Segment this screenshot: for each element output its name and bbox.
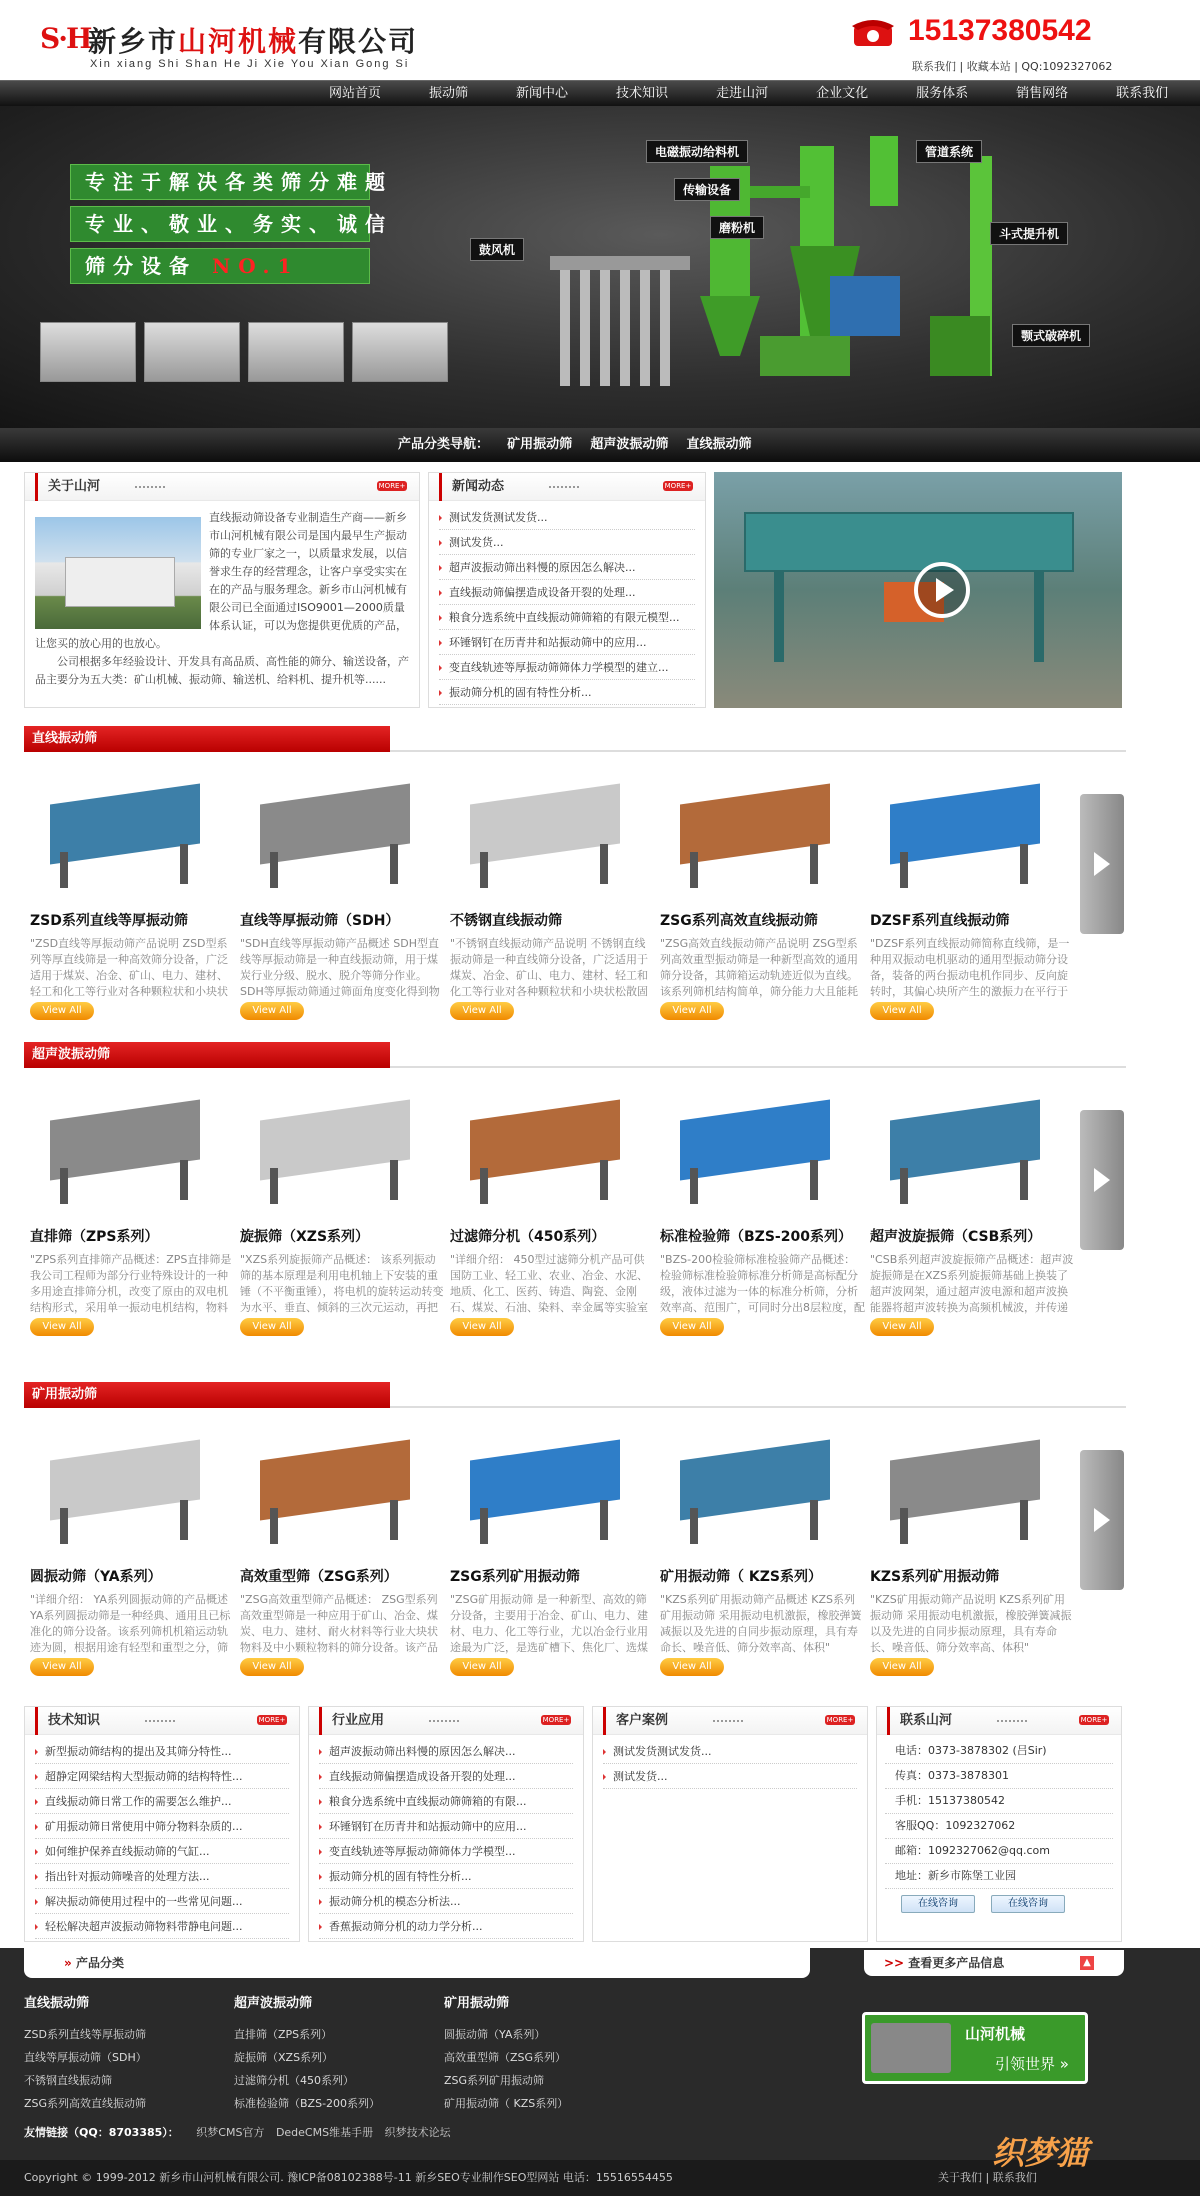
cases-list [593,1735,867,1793]
contact-address: 地址：新乡市陈堡工业园 [885,1864,1113,1889]
news-box [428,472,706,708]
company-logo[interactable] [40,20,440,74]
industry-title: 行业应用 [319,1707,384,1735]
friend-link[interactable]: 织梦技术论坛 [384,2126,451,2139]
product-card[interactable] [870,764,1075,1020]
dots-decoration [713,1720,743,1722]
logo-mark: S·H [40,22,91,55]
product-description: "SDH直线等厚振动筛产品概述 SDH型直线等厚振动筛是一种直线振动筛，用于煤炭行业分级、脱水、脱介等筛分作业。SDH等厚振动筛通过筛面角度变化得到物 [240,937,440,998]
news-item[interactable]: 环锤钢钉在历青井和站振动筛中的应用... [439,630,695,655]
tech-item[interactable]: 新型振动筛结构的提出及其筛分特性... [35,1739,289,1764]
product-image[interactable] [240,1080,438,1218]
footer-link[interactable]: 圆振动筛（YA系列） [444,2028,546,2041]
banner-thumbnail[interactable] [40,322,136,382]
tech-item[interactable]: 轻松解决超声波振动筛物料带静电问题... [35,1914,289,1939]
industry-item[interactable]: 粮食分选系统中直线振动筛筛箱的有限... [319,1789,573,1814]
industry-list [309,1735,583,1943]
product-card[interactable] [30,764,235,1020]
next-arrow-icon[interactable] [1080,1110,1124,1250]
more-button[interactable]: MORE+ [378,482,406,490]
product-description: "ZSG高效直线振动筛产品说明 ZSG型系列高效重型振动筛是一种新型高效的通用筛分设备，其筛箱运动轨迹近似为直线。该系列筛机结构简单，筛分能力大且能耗 [660,937,858,998]
footer-tab[interactable]: » 产品分类 [64,1956,124,1970]
dots-decoration [997,1720,1027,1722]
product-name[interactable]: ZSD系列直线等厚振动筛 [30,913,188,929]
next-arrow-icon[interactable] [1080,1450,1124,1590]
industry-item[interactable]: 直线振动筛偏摆造成设备开裂的处理... [319,1764,573,1789]
view-all-button[interactable]: View All [450,1658,514,1676]
product-description: "KZS系列矿用振动筛产品概述 KZS系列矿用振动筛 采用振动电机激振，橡胶弹簧减振以及先进的自同步振动原理，具有寿命长、噪音低、筛分效率高、体积" [660,1593,862,1654]
friend-links [24,2124,459,2140]
nav-item-sales[interactable]: 销售网络 [1016,86,1069,101]
product-name[interactable]: KZS系列矿用振动筛 [870,1569,1000,1585]
callout-label: 鼓风机 [470,238,524,261]
tech-item[interactable]: 矿用振动筛日常使用中筛分物料杂质的... [35,1814,289,1839]
more-products-link[interactable]: >> 查看更多产品信息 ▲ [864,1950,1124,1976]
product-card[interactable] [30,1420,235,1676]
footer-link[interactable]: 高效重型筛（ZSG系列） [444,2051,567,2064]
online-consult-button[interactable]: 在线咨询 [901,1895,975,1913]
section-header: 矿用振动筛 [24,1382,1126,1408]
tech-item[interactable]: 超静定网梁结构大型振动筛的结构特性... [35,1764,289,1789]
footer-link[interactable]: 直线等厚振动筛（SDH） [24,2051,147,2064]
product-image[interactable] [30,1080,228,1218]
world-map-icon [871,2023,951,2073]
section-header: 超声波振动筛 [24,1042,1126,1068]
product-image[interactable] [240,764,438,902]
guide-title: 山河机械 [965,2025,1026,2043]
nav-item-contact[interactable]: 联系我们 [1116,86,1169,101]
more-button[interactable]: MORE+ [664,482,692,490]
category-link[interactable]: 超声波振动筛 [590,437,669,452]
nav-item-tech[interactable]: 技术知识 [616,86,669,101]
product-card[interactable] [450,764,655,1020]
view-all-button[interactable]: View All [450,1318,514,1336]
view-all-button[interactable]: View All [240,1658,304,1676]
view-all-button[interactable]: View All [240,1318,304,1336]
category-link[interactable]: 直线振动筛 [686,437,752,452]
industry-item[interactable]: 变直线轨迹等厚振动筛筛体力学模型... [319,1839,573,1864]
product-name[interactable]: ZSG系列矿用振动筛 [450,1569,580,1585]
category-nav [0,428,1200,462]
phone-icon [848,14,898,50]
product-name[interactable]: 旋振筛（XZS系列） [240,1229,370,1245]
product-image[interactable] [870,1080,1068,1218]
news-item[interactable]: 粮食分选系统中直线振动筛筛箱的有限元模型... [439,605,695,630]
tech-list [25,1735,299,1943]
footer-link[interactable]: ZSD系列直线等厚振动筛 [24,2028,146,2041]
footer-column-title: 直线振动筛 [24,1996,90,2011]
product-image[interactable] [30,764,228,902]
callout-label: 电磁振动给料机 [646,140,748,163]
tech-title: 技术知识 [35,1707,100,1735]
product-image[interactable] [870,764,1068,902]
product-description: "详细介绍： YA系列圆振动筛的产品概述 YA系列圆振动筛是一种经典、通用且已标准化的筛分设备。该系列筛机机箱运动轨迹为圆，根据用途有轻型和重型之分，筛 [30,1593,231,1654]
footer-column [444,1992,568,2115]
industry-item[interactable]: 振动筛分机的固有特性分析... [319,1864,573,1889]
product-description: "详细介绍： 450型过滤筛分机产品可供国防工业、轻工业、农业、冶金、水泥、地质、化工、医药、铸造、陶瓷、金刚石、煤炭、石油、染料、幸金属等实验室 [450,1253,648,1314]
nav-item-screens[interactable]: 振动筛 [429,86,469,101]
video-player[interactable] [714,472,1122,708]
banner-thumbnail[interactable] [352,322,448,382]
logo-pinyin: Xin xiang Shi Shan He Ji Xie You Xian Gong Si [90,58,410,70]
main-nav [0,80,1200,106]
product-description: "CSB系列超声波旋振筛产品概述：超声波旋振筛是在XZS系列旋振筛基础上换装了超声波网架，通过超声波电源和超声波换能器将超声波转换为高频机械波，并传递 [870,1253,1074,1314]
footer-link[interactable]: ZSG系列矿用振动筛 [444,2074,545,2087]
product-card[interactable] [240,764,445,1020]
guide-subtitle: 引领世界 » [995,2055,1069,2073]
about-text: 直线振动筛设备专业制造生产商——新乡市山河机械有限公司是国内最早生产振动筛的专业厂家之一，以质量求发展，以信誉求生存的经营理念，让客户享受实实在在的产品与服务理念。新乡市山河机械有限公司已全面通过ISO9001—2000质量体系认证，可以为您提供更优质的产品，让您买的放心用的也放心。 [35,511,407,650]
case-item[interactable]: 测试发货测试发货... [603,1739,857,1764]
product-image[interactable] [450,1420,648,1558]
product-name[interactable]: 过滤筛分机（450系列） [450,1229,606,1245]
category-nav-label: 产品分类导航： [398,437,490,452]
news-item[interactable]: 振动筛分机的固有特性分析... [439,680,695,705]
industry-item[interactable]: 香蕉振动筛分机的动力学分析... [319,1914,573,1939]
industry-item[interactable]: 超声波振动筛出料慢的原因怎么解决... [319,1739,573,1764]
product-image[interactable] [30,1420,228,1558]
product-description: "KZS矿用振动筛产品说明 KZS系列矿用振动筛 采用振动电机激振，橡胶弹簧减振以及先进的自同步振动原理，具有寿命长、噪音低、筛分效率高、体积" [870,1593,1072,1654]
product-card[interactable] [660,1080,865,1336]
product-card[interactable] [660,1420,865,1676]
product-description: "不锈钢直线振动筛产品说明 不锈钢直线振动筛是一种直线筛分设备，广泛适用于煤炭、冶金、矿山、电力、建材、轻工和化工等行业对各种颗粒状和小块状松散固 [450,937,648,998]
news-item[interactable]: 直线振动筛偏摆造成设备开裂的处理... [439,580,695,605]
product-description: "ZPS系列直排筛产品概述：ZPS直排筛是我公司工程师为部分行业特殊设计的一种多用途直排筛分机，改变了原由的双电机结构形式，采用单一振动电机结构，物料 [30,1253,232,1314]
contact-qq: 客服QQ：1092327062 [885,1814,1113,1839]
logo-text: 新乡市山河机械有限公司 [88,25,419,58]
banner-slogan: 筛分设备 NO.1 [70,248,370,284]
hero-banner[interactable] [0,106,1200,428]
product-name[interactable]: ZSG系列高效直线振动筛 [660,913,818,929]
news-list [429,501,705,709]
product-card[interactable] [450,1080,655,1336]
view-all-button[interactable]: View All [660,1658,724,1676]
product-image[interactable] [870,1420,1068,1558]
dots-decoration [145,1720,175,1722]
view-all-button[interactable]: View All [660,1318,724,1336]
more-button[interactable]: MORE+ [542,1716,570,1724]
view-all-button[interactable]: View All [870,1318,934,1336]
product-image[interactable] [240,1420,438,1558]
footer-link[interactable]: 过滤筛分机（450系列） [234,2074,354,2087]
footer-tab-bar [24,1948,810,1978]
copyright-text: Copyright © 1999-2012 新乡市山河机械有限公司. 豫ICP备08102388号-11 新乡SEO专业制作SEO型网站 电话：15516554455 [24,2171,673,2184]
dots-decoration [135,486,165,488]
play-icon[interactable] [914,562,970,618]
more-button[interactable]: MORE+ [1080,1716,1108,1724]
news-item[interactable]: 超声波振动筛出料慢的原因怎么解决... [439,555,695,580]
about-box [24,472,420,708]
nav-item-about[interactable]: 走进山河 [716,86,769,101]
product-name[interactable]: 矿用振动筛（ KZS系列） [660,1569,822,1585]
tech-item[interactable]: 解决振动筛使用过程中的一些常见问题... [35,1889,289,1914]
company-building-photo [35,517,201,629]
product-card[interactable] [450,1420,655,1676]
product-description: "ZSG矿用振动筛 是一种新型、高效的筛分设备，主要用于冶金、矿山、电力、建材、电力、化工等行业，尤以冶金行业用途最为广泛，是选矿槽下、焦化厂、选煤 [450,1593,648,1654]
equipment-illustration [500,126,1100,416]
watermark-logo: 织梦猫 [992,2134,1089,2172]
product-name[interactable]: 高效重型筛（ZSG系列） [240,1569,398,1585]
product-description: "XZS系列旋振筛产品概述： 该系列振动筛的基本原理是利用电机轴上下安装的重锤（不平衡重锤），将电机的旋转运动转变为水平、垂直、倾斜的三次元运动，再把 [240,1253,444,1314]
next-arrow-icon[interactable] [1080,794,1124,934]
product-name[interactable]: 直线等厚振动筛（SDH） [240,913,400,929]
tech-item[interactable]: 指出针对振动筛噪音的处理方法... [35,1864,289,1889]
product-description: "ZSD直线等厚振动筛产品说明 ZSD型系列等厚直线筛是一种高效筛分设备，广泛适用于煤炭、冶金、矿山、电力、建材、轻工和化工等行业对各种颗粒状和小块状 [30,937,228,998]
tech-item[interactable]: 直线振动筛日常工作的需要怎么维护... [35,1789,289,1814]
view-all-button[interactable]: View All [660,1002,724,1020]
news-item[interactable]: 测试发货测试发货... [439,505,695,530]
arrow-icon: » [64,1956,76,1970]
product-name[interactable]: 标准检验筛（BZS-200系列） [660,1229,852,1245]
product-image[interactable] [660,1420,858,1558]
news-item[interactable]: 测试发货... [439,530,695,555]
about-body [25,501,419,701]
banner-thumbnail[interactable] [248,322,344,382]
banner-slogan: 专业、敬业、务实、诚信 [70,206,370,242]
online-consult-button[interactable]: 在线咨询 [991,1895,1065,1913]
footer-link[interactable]: 旋振筛（XZS系列） [234,2051,334,2064]
product-card[interactable] [870,1420,1075,1676]
contact-box [876,1706,1122,1942]
footer-column-title: 超声波振动筛 [234,1996,313,2011]
company-guide-banner[interactable] [862,2012,1088,2084]
product-card[interactable] [240,1080,445,1336]
dots-decoration [429,1720,459,1722]
product-card[interactable] [660,764,865,1020]
contact-fax: 传真：0373-3878301 [885,1764,1113,1789]
arrow-icon: >> [884,1956,909,1970]
product-name[interactable]: 直排筛（ZPS系列） [30,1229,159,1245]
friend-link[interactable]: DedeCMS维基手册 [275,2126,374,2139]
view-all-button[interactable]: View All [30,1002,94,1020]
dots-decoration [549,486,579,488]
more-button[interactable]: MORE+ [258,1716,286,1724]
callout-label: 斗式提升机 [990,222,1068,245]
section-header: 直线振动筛 [24,726,1126,752]
view-all-button[interactable]: View All [870,1658,934,1676]
callout-label: 磨粉机 [710,216,764,239]
product-name[interactable]: 圆振动筛（YA系列） [30,1569,162,1585]
hotline-number: 15137380542 [908,14,1092,47]
about-title: 关于山河 [35,473,100,501]
banner-thumbnail[interactable] [144,322,240,382]
product-image[interactable] [450,764,648,902]
product-name[interactable]: 超声波旋振筛（CSB系列） [870,1229,1042,1245]
contact-phone: 电话：0373-3878302 (吕Sir) [885,1739,1113,1764]
callout-label: 传输设备 [674,178,740,201]
product-description: "BZS-200检验筛标准检验筛产品概述：检验筛标准检验筛标准分析筛是高标配分级，液体过滤为一体的标准分析筛，分析效率高、范围广，可同时分出8层粒度，配 [660,1253,865,1314]
more-button[interactable]: MORE+ [826,1716,854,1724]
product-name[interactable]: 不锈钢直线振动筛 [450,913,562,929]
category-link[interactable]: 矿用振动筛 [507,437,573,452]
footer-link[interactable]: 标准检验筛（BZS-200系列） [234,2097,381,2110]
cases-title: 客户案例 [603,1707,668,1735]
up-arrow-icon[interactable]: ▲ [1080,1956,1094,1970]
footer-link[interactable]: 直排筛（ZPS系列） [234,2028,333,2041]
view-all-button[interactable]: View All [30,1658,94,1676]
industry-item[interactable]: 环锤钢钉在历青井和站振动筛中的应用... [319,1814,573,1839]
case-item[interactable]: 测试发货... [603,1764,857,1789]
nav-item-home[interactable]: 网站首页 [329,86,382,101]
callout-label: 颚式破碎机 [1012,324,1090,347]
product-description: "ZSG高效重型筛产品概述： ZSG型系列高效重型筛是一种应用于矿山、冶金、煤炭、电力、建材、耐火材料等行业大块状物料及中小颗粒物料的筛分设备。该产品 [240,1593,438,1654]
news-title: 新闻动态 [439,473,504,501]
top-links[interactable]: 联系我们 | 收藏本站 | QQ:1092327062 [912,60,1113,73]
footer-column [24,1992,147,2115]
product-card[interactable] [870,1080,1075,1336]
nav-item-service[interactable]: 服务体系 [916,86,969,101]
product-image[interactable] [660,1080,858,1218]
product-card[interactable] [240,1420,445,1676]
about-text: 公司根据多年经验设计、开发具有高品质、高性能的筛分、输送设备，产品主要分为五大类：矿山机械、振动筛、输送机、给料机、提升机等...... [35,655,409,686]
footer-link[interactable]: ZSG系列高效直线振动筛 [24,2097,147,2110]
bottom-links[interactable]: 关于我们 | 联系我们 [938,2171,1037,2184]
contact-title: 联系山河 [887,1707,952,1735]
footer-link[interactable]: 矿用振动筛（ KZS系列） [444,2097,569,2110]
nav-item-culture[interactable]: 企业文化 [816,86,869,101]
view-all-button[interactable]: View All [450,1002,514,1020]
view-all-button[interactable]: View All [870,1002,934,1020]
product-name[interactable]: DZSF系列直线振动筛 [870,913,1010,929]
contact-mobile: 手机：15137380542 [885,1789,1113,1814]
footer-column [234,1992,380,2115]
site-header [0,0,1200,80]
product-image[interactable] [450,1080,648,1218]
footer-column-title: 矿用振动筛 [444,1996,510,2011]
friend-link[interactable]: 织梦CMS官方 [196,2126,265,2139]
view-all-button[interactable]: View All [30,1318,94,1336]
product-image[interactable] [660,764,858,902]
product-description: "DZSF系列直线振动筛简称直线筛，是一种用双振动电机驱动的通用型振动筛分设备，装备的两台振动电机作同步、反向旋转时，其偏心块所产生的激振力在平行于 [870,937,1070,998]
footer-link[interactable]: 不锈钢直线振动筛 [24,2074,112,2087]
banner-slogan: 专注于解决各类筛分难题 [70,164,370,200]
tech-item[interactable]: 如何维护保养直线振动筛的气缸... [35,1839,289,1864]
industry-item[interactable]: 振动筛分机的模态分析法... [319,1889,573,1914]
callout-label: 管道系统 [916,140,982,163]
friend-links-label: 友情链接（QQ：8703385）： [24,2126,179,2139]
cases-box [592,1706,868,1942]
news-item[interactable]: 变直线轨迹等厚振动筛筛体力学模型的建立... [439,655,695,680]
industry-box [308,1706,584,1942]
contact-email: 邮箱：1092327062@qq.com [885,1839,1113,1864]
nav-item-news[interactable]: 新闻中心 [516,86,569,101]
product-card[interactable] [30,1080,235,1336]
view-all-button[interactable]: View All [240,1002,304,1020]
tech-box [24,1706,300,1942]
